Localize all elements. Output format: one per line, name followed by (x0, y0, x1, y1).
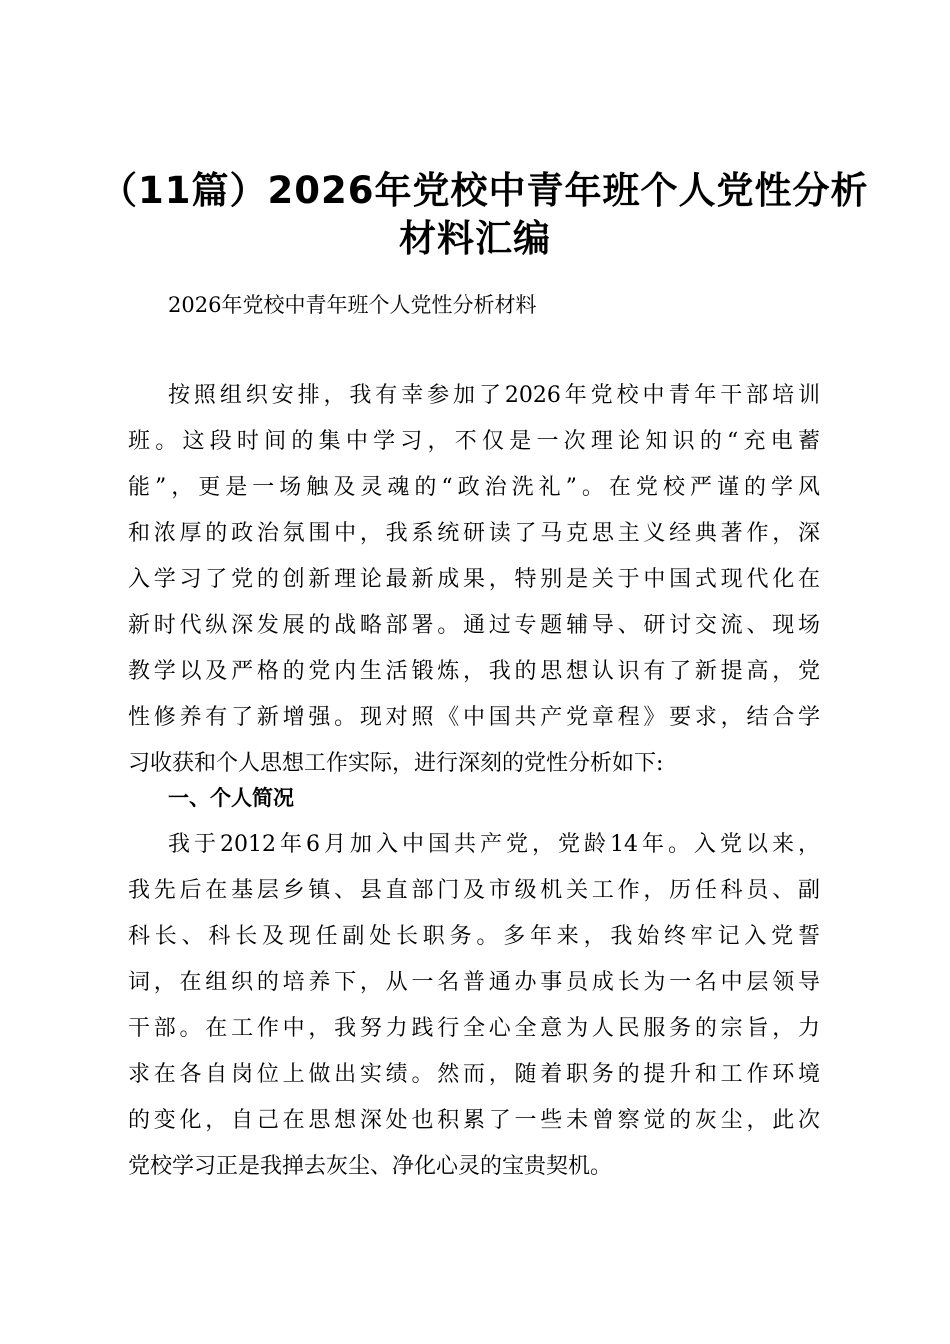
paragraph-line: 我于2012年6月加入中国共产党，党龄14年。入党以来， (168, 832, 820, 857)
paragraph-line: 教学以及严格的党内生活锻炼，我的思想认识有了新提高，党 (128, 659, 820, 684)
paragraph-line: 我先后在基层乡镇、县直部门及市级机关工作，历任科员、副 (128, 878, 820, 903)
paragraph-introduction (128, 373, 820, 787)
paragraph-line: 按照组织安排，我有幸参加了2026年党校中青年干部培训 (168, 383, 820, 408)
paragraph-line: 词，在组织的培养下，从一名普通办事员成长为一名中层领导 (128, 970, 820, 995)
document-subtitle: 2026年党校中青年班个人党性分析材料 (168, 293, 537, 317)
paragraph-line: 能”，更是一场触及灵魂的“政治洗礼”。在党校严谨的学风 (128, 475, 820, 500)
paragraph-line: 性修养有了新增强。现对照《中国共产党章程》要求，结合学 (128, 705, 820, 730)
paragraph-line: 习收获和个人思想工作实际，进行深刻的党性分析如下: (128, 751, 664, 776)
paragraph-personal-profile (128, 822, 820, 1190)
section-heading-personal-profile: 一、个人简况 (168, 786, 294, 810)
paragraph-line: 的变化，自己在思想深处也积累了一些未曾察觉的灰尘，此次 (128, 1108, 820, 1133)
paragraph-line: 入学习了党的创新理论最新成果，特别是关于中国式现代化在 (128, 567, 820, 592)
paragraph-line: 干部。在工作中，我努力践行全心全意为人民服务的宗旨，力 (128, 1016, 820, 1041)
document-title-line-2: 材料汇编 (399, 217, 551, 260)
paragraph-line: 和浓厚的政治氛围中，我系统研读了马克思主义经典著作，深 (128, 521, 820, 546)
paragraph-line: 新时代纵深发展的战略部署。通过专题辅导、研讨交流、现场 (128, 613, 820, 638)
paragraph-line: 求在各自岗位上做出实绩。然而，随着职务的提升和工作环境 (128, 1062, 820, 1087)
paragraph-line: 党校学习正是我掸去灰尘、净化心灵的宝贵契机。 (128, 1154, 613, 1179)
document-title-line-1: （11篇）2026年党校中青年班个人党性分析 (100, 169, 869, 212)
paragraph-line: 班。这段时间的集中学习，不仅是一次理论知识的“充电蓄 (128, 429, 820, 454)
paragraph-line: 科长、科长及现任副处长职务。多年来，我始终牢记入党誓 (128, 924, 820, 949)
